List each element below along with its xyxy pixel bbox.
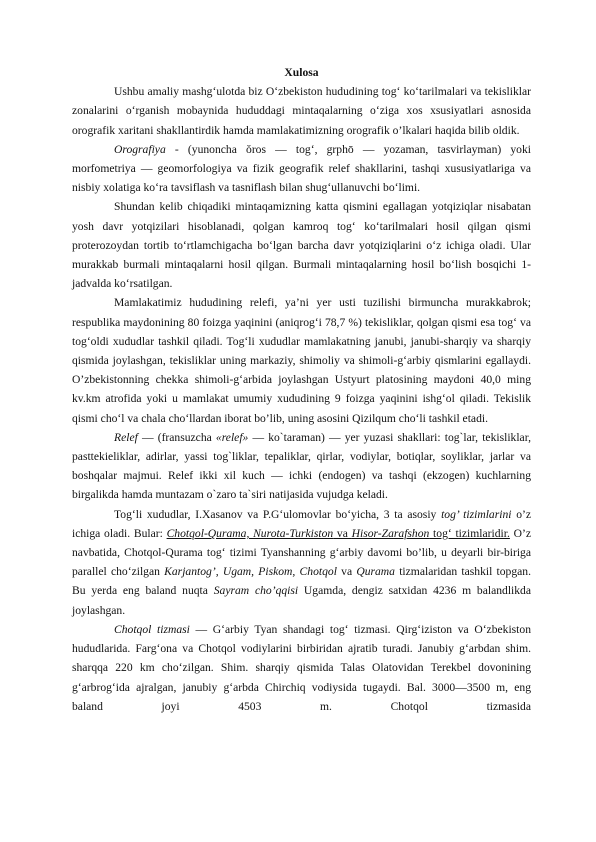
p6-sayram: Sayram cho’qqisi (213, 584, 299, 598)
p6-c: o’z ichiga oladi. Bular: (72, 507, 532, 540)
document-page (72, 63, 531, 716)
p6-tizimlaridir: tog‘ tizimlaridir. (429, 526, 510, 540)
paragraph-7 (72, 620, 531, 716)
term-chotqol-tizmasi: Chotqol tizmasi (114, 622, 190, 636)
p6-a: Tog‘li xududlar, I.Xasanov va P.G‘ulomovlar bo‘yicha, 3 ta asosiy (114, 507, 442, 521)
paragraph-5-mid: — (fransuzcha (137, 430, 216, 444)
p6-j: va (336, 565, 357, 579)
term-orografiya: Orografiya (114, 142, 166, 156)
p6-systems-2: Hisor-Zarafshon (351, 526, 430, 540)
paragraph-5-text: — ko`taraman) — yer yuzasi shakllari: tog`lar, tekisliklar, pasttekieliklar, adirlar, yassi tog`liklar, tepaliklar, qirlar, vodiylar, botiqlar, soyliklar, jarlar va boshqalar majmui. Relef ikki xil kuch — ichki (endogen) va tashqi (ekzogen) kuchlarning birgalikda hamda muntazam o`zaro ta`siri natijasida vujudga keladi. (72, 430, 531, 502)
paragraph-2 (72, 140, 531, 198)
quote-relef: «relef» (215, 430, 249, 444)
paragraph-3: Shundan kelib chiqadiki mintaqamizning katta qismini egallagan yotqiziqlar nisabatan yosh davr yotqizilari hisoblanadi, qolgan kamroq tog‘ ko‘tarilmalari hosil qilgan qismi proterozoydan tortib to‘rtlamchigacha bo‘lgan barcha davr yotqiziqlarini o‘z ichiga oladi. Ular murakkab burmali mintaqalarni hosil qilgan. Burmali mintaqalarning hosil bo‘lish bosqichi 1-jadvalda ko‘rsatilgan. (72, 200, 531, 291)
p6-l: tizmalaridan tashkil topgan. Bu yerda eng baland nuqta (72, 565, 531, 598)
paragraph-4: Mamlakatimiz hududining relefi, ya’ni yer usti tuzilishi birmuncha murakkabrok; respublika maydonining 80 foizga yaqinini (aniqrog‘i 78,7 %) tekisliklar, qolgan qismi esa tog‘ va tog‘oldi xududlar tashkil qiladi. Tog‘li xududlar mamlakatning janubi, janubi-sharqiy va sharqiy qismida joylashgan, tekisliklar uning markaziy, shimoliy va shimoli-g‘arbiy qismlarini egallaydi. O’zbekistonning chekka shimoli-g‘arbida joylashgan Ustyurt platosining maydoni 40,0 ming kv.km atrofida yoki u mamlakat umumiy xududining 9 foizga yaqinini ishg‘ol qiladi. Tekislik qismi cho‘l va chala cho‘llardan iborat bo’lib, uning asosini Qizilqum cho‘li tashkil etadi. (72, 296, 531, 425)
paragraph-6 (72, 505, 531, 620)
p6-systems-1: Chotqol-Qurama, Nurota-Turkiston (166, 526, 334, 540)
p6-n: Ugamda, dengiz satxidan 4236 m balandlikda joylashgan. (72, 584, 531, 617)
p6-tog-tizimlari: tog’ tizimlarini (441, 507, 512, 521)
p6-qurama: Qurama (356, 565, 395, 579)
paragraph-7-text: — G‘arbiy Tyan shandagi tog‘ tizmasi. Qirg‘iziston va O‘zbekiston hududlarida. Farg‘ona va Chotqol vodiylarini birbiridan ajratib turadi. Janubiy g‘arbdan shim. sharqqa 220 km cho‘zilgan. Shim. sharqiy qismida Talas Olatovidan Terekbel dovonining g‘arbrog‘ida ajralgan, janubiy g‘arbda Chirchiq vodiysida tugaydi. Bal. 3000—3500 m, eng baland joyi 4503 m. Chotqol tizmasida (72, 622, 531, 713)
page-title: Xulosa (284, 66, 319, 79)
paragraph-5 (72, 428, 531, 505)
p6-ranges: Karjantog’, Ugam, Piskom, Chotqol (164, 565, 337, 579)
p6-h: O’z navbatida, Chotqol-Qurama tog‘ tizimi Tyanshanning g‘arbiy davomi bo’lib, u deyarli bir-biriga parallel cho‘zilgan (72, 526, 532, 579)
paragraph-1: Ushbu amaliy mashg‘ulotda biz O‘zbekiston hududining tog‘ ko‘tarilmalari va tekisliklar zonalarini o‘rganish mobaynida hududdagi mintaqalarning o‘ziga xos xsusiyatlari asnosida orografik xaritani shakllantirdik hamda mamlakatimizning orografik o’lkalari haqida bilib oldik. (72, 85, 531, 137)
p6-va: va (333, 526, 352, 540)
paragraph-2-text: - (yunoncha ŏros — tog‘, grphō — yozaman, tasvirlayman) yoki morfometriya — geomorfologiya va fizik geografik relef shakllarini, tashqi xususiyatlariga va nisbiy xolatiga ko‘ra tavsiflash va tasniflash bilan shug‘ullanuvchi bo‘limi. (72, 142, 531, 195)
term-relef: Relef (114, 430, 138, 444)
